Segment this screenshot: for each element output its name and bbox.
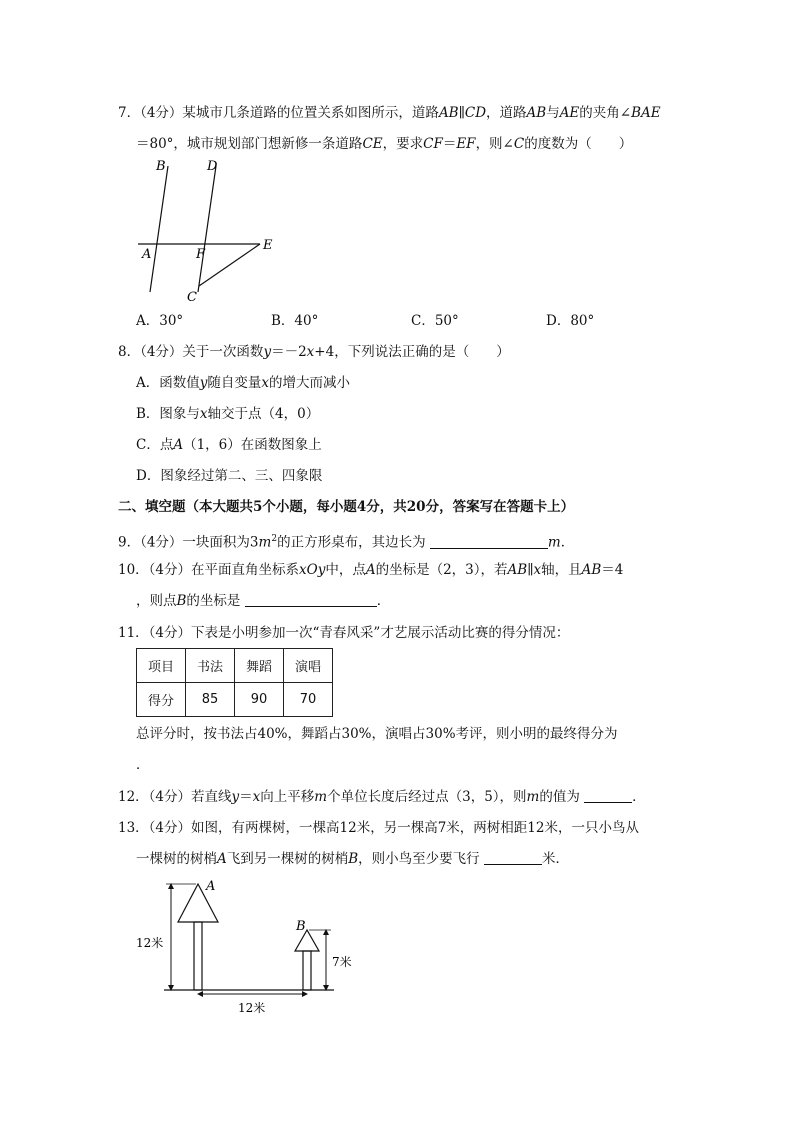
- table-header-cell: 舞蹈: [235, 649, 284, 683]
- q9: 9．（4分）一块面积为$3m^2$的正方形桌布，其边长为 m．: [118, 534, 575, 551]
- q13-tree-figure: [134, 872, 364, 1020]
- table-header-cell: 演唱: [284, 649, 333, 683]
- q11-score-table: [136, 648, 333, 717]
- q8-option-c[interactable]: C．点A（1，6）在函数图象上: [136, 437, 322, 453]
- table-row: [137, 683, 333, 717]
- section-2-title: 二、填空题（本大题共5个小题，每小题4分，共20分，答案写在答题卡上）: [118, 499, 575, 515]
- q13-line2: 一棵树的树梢A飞到另一棵树的树梢B，则小鸟至少要飞行 米．: [136, 851, 569, 867]
- q8-option-a[interactable]: A．函数值y随自变量x的增大而减小: [136, 375, 351, 391]
- table-cell: 90: [235, 683, 284, 717]
- q7-line2: ＝80°，城市规划部门想新修一条道路CE，要求CF＝EF，则∠C的度数为（ ）: [136, 136, 633, 152]
- q7-option-a[interactable]: A．30°: [136, 313, 184, 329]
- q13-answer-blank[interactable]: [484, 850, 542, 865]
- label-a: A: [142, 247, 152, 262]
- q10-line1: 10．（4分）在平面直角坐标系xOy中，点A的坐标是（2，3），若AB∥x轴，且AB＝4: [118, 562, 624, 578]
- q12-answer-blank[interactable]: [584, 788, 632, 803]
- q8-stem: 8．（4分）关于一次函数y＝－2x+4，下列说法正确的是（ ）: [118, 344, 510, 360]
- label-b: B: [296, 919, 306, 934]
- label-height-a: 12米: [136, 936, 164, 950]
- road-cd-line: [198, 166, 216, 292]
- q7-road-figure: [130, 152, 290, 307]
- q8-option-d[interactable]: D．图象经过第二、三、四象限: [136, 468, 323, 484]
- q10-answer-blank[interactable]: [245, 592, 377, 607]
- label-height-b: 7米: [332, 955, 352, 969]
- road-ab-line: [150, 166, 168, 292]
- label-distance: 12米: [238, 1001, 266, 1015]
- road-ce-line: [199, 244, 260, 286]
- q8-option-b[interactable]: B．图象与x轴交于点（4，0）: [136, 406, 320, 422]
- q7-option-b[interactable]: B．40°: [271, 313, 319, 329]
- q9-answer-blank[interactable]: [430, 534, 548, 549]
- q13-line1: 13．（4分）如图，有两棵树，一棵高12米，另一棵高7米，两树相距12米，一只小鸟从: [118, 820, 639, 836]
- table-header-cell: 项目: [137, 649, 186, 683]
- label-f: F: [196, 247, 206, 262]
- label-b: B: [156, 159, 166, 174]
- q11-line3: ．: [136, 757, 150, 773]
- table-cell: 得分: [137, 683, 186, 717]
- q7-option-c[interactable]: C．50°: [411, 313, 459, 329]
- table-row: [137, 649, 333, 683]
- table-cell: 70: [284, 683, 333, 717]
- label-c: C: [187, 290, 197, 305]
- table-cell: 85: [186, 683, 235, 717]
- tree-a-trunk: [194, 922, 202, 990]
- q10-line2: ，则点B的坐标是 ．: [136, 593, 391, 609]
- table-header-cell: 书法: [186, 649, 235, 683]
- label-d: D: [207, 159, 218, 174]
- q7-line1: 7．（4分）某城市几条道路的位置关系如图所示，道路AB∥CD，道路AB与AE的夹角∠BAE: [118, 105, 661, 121]
- label-e: E: [263, 238, 273, 253]
- q7-option-d[interactable]: D．80°: [546, 313, 595, 329]
- q11-stem: 11．（4分）下表是小明参加一次“青春风采”才艺展示活动比赛的得分情况：: [118, 625, 570, 641]
- tree-b-trunk: [303, 951, 311, 990]
- q12: 12．（4分）若直线y＝x向上平移m个单位长度后经过点（3，5），则m的值为 ．: [118, 789, 646, 805]
- label-a: A: [206, 879, 216, 894]
- q11-line2: 总评分时，按书法占40%，舞蹈占30%，演唱占30%考评，则小明的最终得分为: [136, 726, 618, 742]
